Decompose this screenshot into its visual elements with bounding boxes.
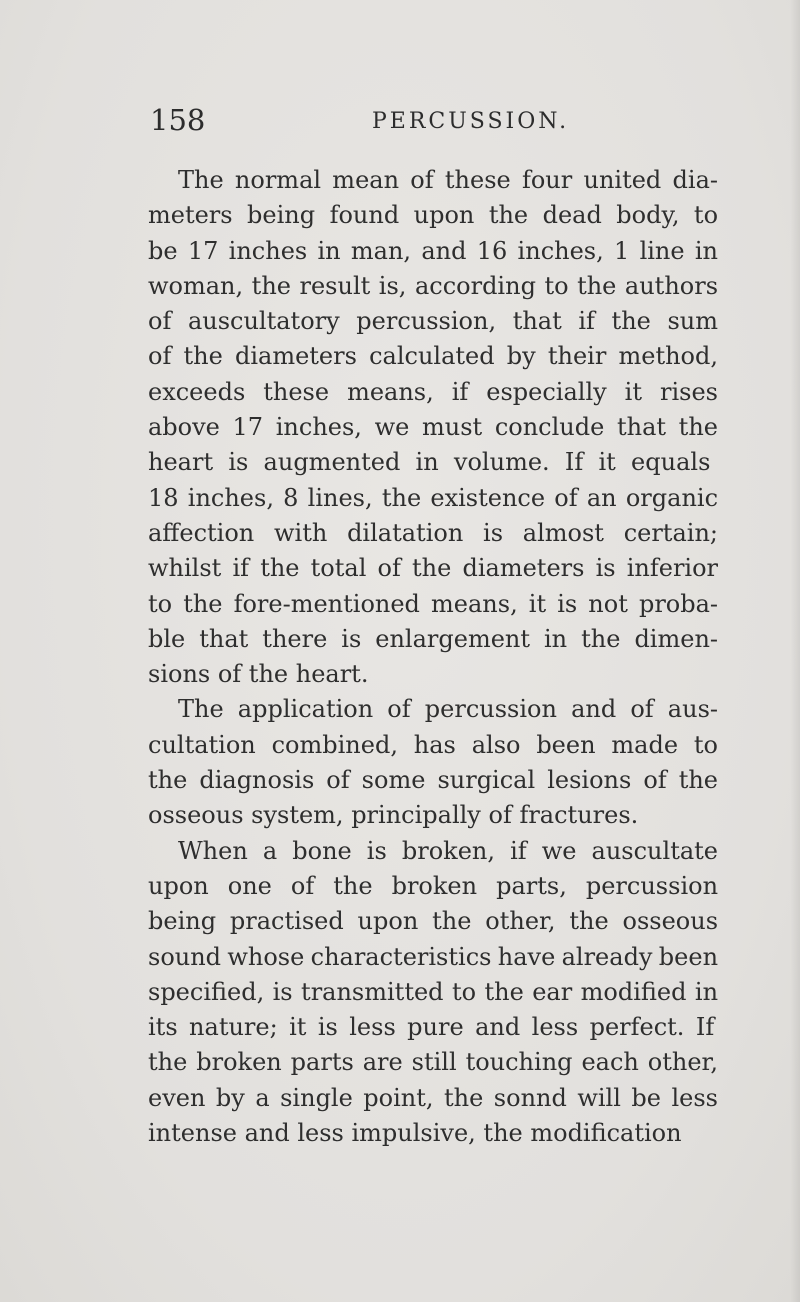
text-line: of auscultatory percussion, that if the sum [148, 307, 719, 336]
text-line: sound whose characteristics have already been [148, 942, 719, 971]
paragraph [148, 692, 718, 833]
text-line: ble that there is enlargement in the dimen- [148, 624, 719, 653]
text-line: be 17 inches in man, and 16 inches, 1 line in [148, 236, 718, 265]
text-line: exceeds these means, if especially it rises [148, 377, 718, 406]
text-line: meters being found upon the dead body, to [148, 201, 719, 230]
text-line: of the diameters calculated by their method, [148, 342, 718, 371]
text-line: 18 inches, 8 lines, the existence of an organic [148, 483, 719, 512]
text-line: above 17 inches, we must conclude that the [148, 413, 718, 442]
text-line: affection with dilatation is almost certain; [148, 518, 718, 547]
text-line: woman, the result is, according to the authors [148, 271, 719, 300]
text-line: to the fore-mentioned means, it is not proba- [148, 589, 719, 618]
running-title: PERCUSSION. [372, 109, 570, 134]
body-text [148, 163, 718, 1151]
text-line: the diagnosis of some surgical lesions of the [148, 766, 719, 795]
running-head [150, 100, 710, 140]
text-line: heart is augmented in volume. If it equals [148, 448, 711, 477]
text-line: being practised upon the other, the osseous [148, 907, 719, 936]
text-line: cultation combined, has also been made to [148, 730, 718, 759]
text-line: The normal mean of these four united dia- [178, 166, 719, 194]
page-number: 158 [150, 103, 206, 137]
text-line: upon one of the broken parts, percussion [148, 871, 719, 900]
text-line: whilst if the total of the diameters is inferior [148, 554, 719, 583]
text-line: the broken parts are still touching each other, [148, 1048, 719, 1077]
text-line: The application of percussion and of aus- [178, 695, 719, 724]
paragraph [148, 163, 718, 692]
text-line: intense and less impulsive, the modification [148, 1119, 682, 1148]
text-line: even by a single point, the sonnd will be less [148, 1083, 718, 1112]
text-line: sions of the heart. [148, 660, 369, 689]
text-line: its nature; it is less pure and less perfect. If [148, 1013, 715, 1042]
text-line: specified, is transmitted to the ear modified in [148, 977, 719, 1006]
paragraph [148, 834, 718, 1152]
text-line: osseous system, principally of fractures. [148, 801, 639, 830]
page-edge-shadow [790, 0, 800, 1302]
text-line: When a bone is broken, if we auscultate [178, 836, 718, 865]
